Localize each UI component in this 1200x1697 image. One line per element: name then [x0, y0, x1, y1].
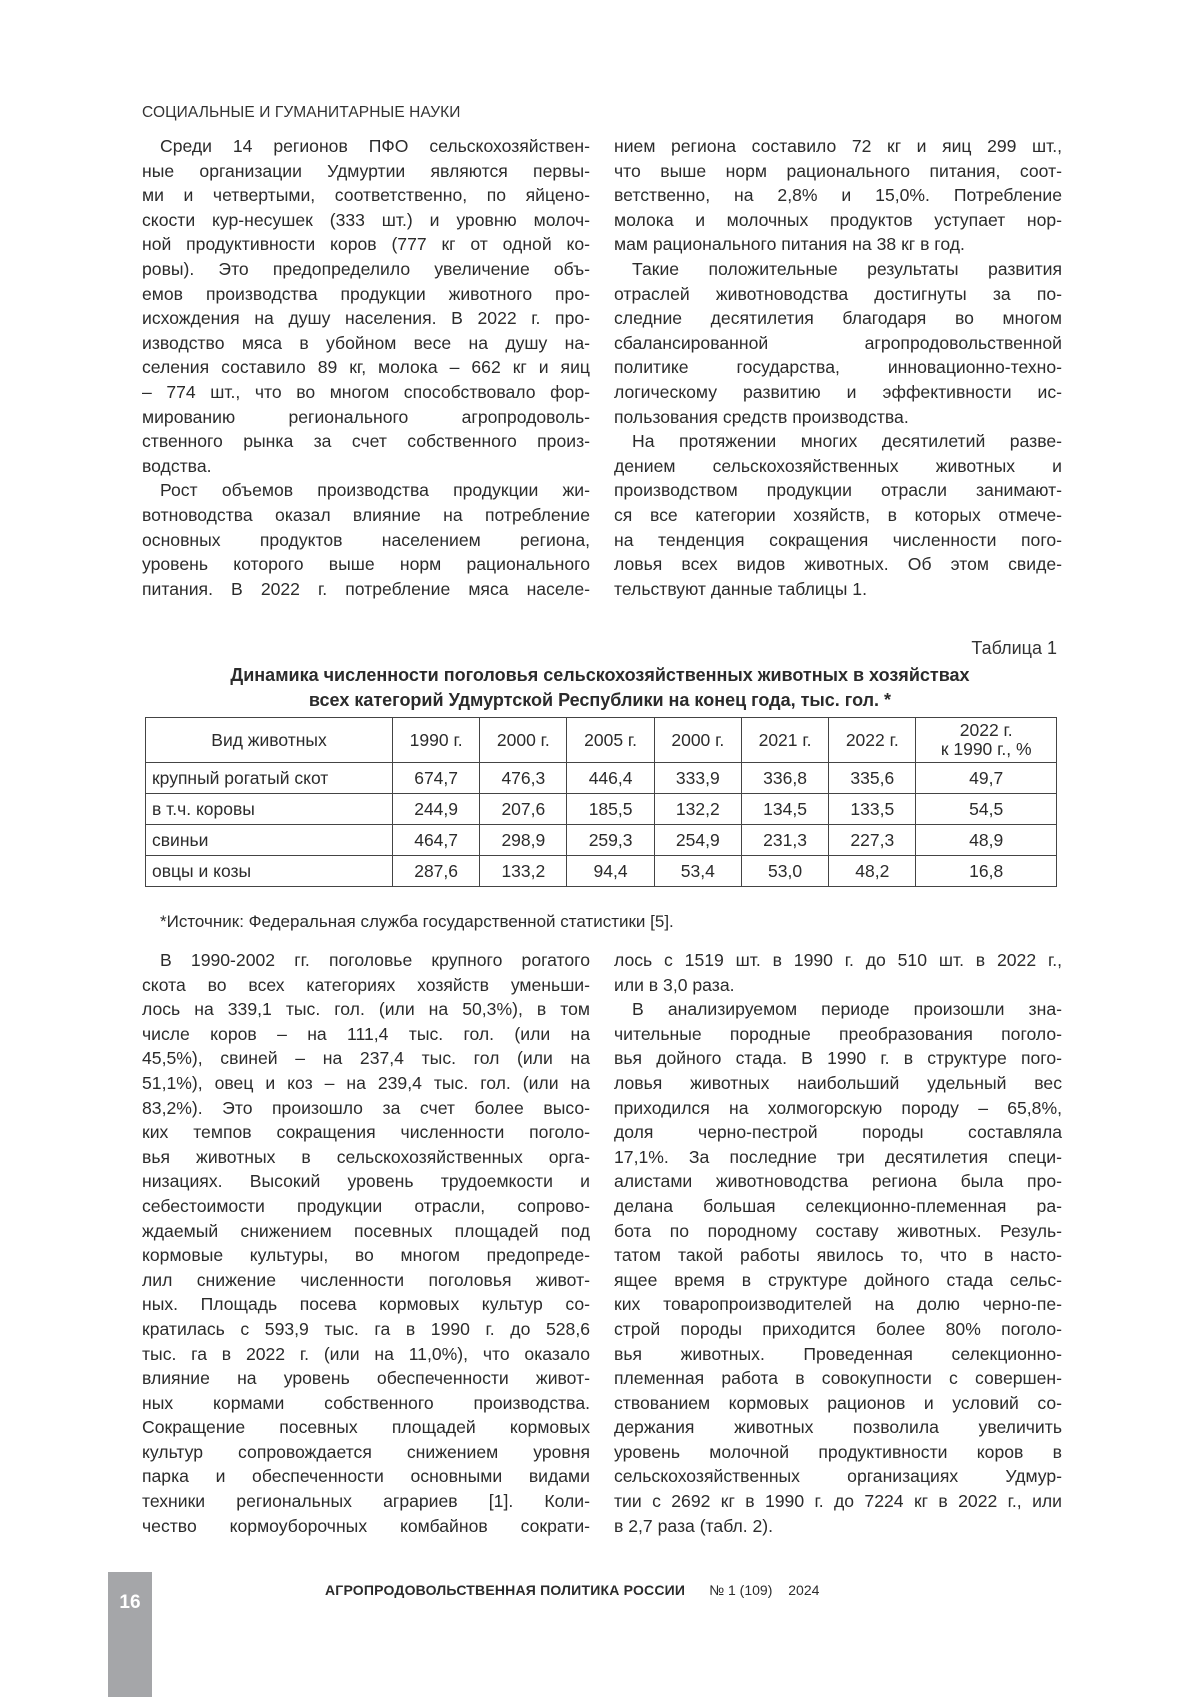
- value-cell: 133,5: [829, 794, 916, 825]
- page-number: 16: [119, 1592, 141, 1613]
- value-cell: 674,7: [393, 763, 480, 794]
- text-line: ми и четвертыми, соответственно, по яйцено-: [142, 185, 590, 206]
- text-line: ровы). Это предопределило увеличение объ-: [142, 258, 590, 279]
- text-line: что выше норм рационального питания, соот-: [614, 160, 1062, 181]
- column-header-2000: 2000 г.: [480, 718, 567, 763]
- value-cell: 244,9: [393, 794, 480, 825]
- text-line: ящее время в структуре дойного стада сельс-: [614, 1269, 1062, 1290]
- text-line: уровень которого выше норм рационального: [142, 554, 590, 575]
- text-line: На протяжении многих десятилетий разве-: [632, 431, 1062, 452]
- text-line: кормовые культуры, во многом предопреде-: [142, 1245, 590, 1266]
- paragraph: [142, 948, 590, 1538]
- text-line: производством продукции отрасли занимают-: [614, 480, 1062, 501]
- text-line: чество кормоуборочных комбайнов сократи-: [142, 1515, 590, 1536]
- value-cell: 231,3: [741, 825, 828, 856]
- text-line: вотноводства оказал влияние на потребление: [142, 504, 590, 525]
- value-cell: 132,2: [654, 794, 741, 825]
- value-cell: 53,4: [654, 856, 741, 887]
- text-line: Среди 14 регионов ПФО сельскохозяйствен-: [160, 136, 590, 156]
- text-line: лил снижение численности поголовья живот-: [142, 1269, 590, 1290]
- value-cell: 94,4: [567, 856, 654, 887]
- text-line: пользования средств производства.: [614, 406, 909, 427]
- text-line: скости кур-несушек (333 шт.) и уровню молоч-: [142, 209, 590, 230]
- text-line: ся все категории хозяйств, в которых отмече-: [614, 504, 1062, 525]
- text-line: изводство мяса в убойном весе на душу на-: [142, 332, 590, 353]
- text-line: ловья всех видов животных. Об этом свиде-: [614, 554, 1062, 575]
- value-cell: 185,5: [567, 794, 654, 825]
- text-line: скота во всех категориях хозяйств уменьши-: [142, 974, 590, 995]
- text-line: ствованием кормовых рационов и условий со-: [614, 1392, 1062, 1413]
- text-line: тии с 2692 кг в 1990 г. до 7224 кг в 2022 г., или: [614, 1491, 1062, 1512]
- issue-number: № 1 (109): [709, 1582, 773, 1598]
- text-line: держания животных позволила увеличить: [614, 1417, 1062, 1438]
- text-line: тельствуют данные таблицы 1.: [614, 578, 867, 599]
- value-cell: 335,6: [829, 763, 916, 794]
- text-line: сбалансированной агропродовольственной: [614, 332, 1062, 353]
- text-line: парка и обеспеченности основными видами: [142, 1466, 590, 1487]
- text-line: кратилась с 593,9 тыс. га в 1990 г. до 528,6: [142, 1318, 590, 1339]
- text-line: ких товаропроизводителей на долю черно-пе-: [614, 1294, 1062, 1315]
- text-line: ных. Площадь посева кормовых культур со-: [142, 1294, 590, 1315]
- value-cell: 464,7: [393, 825, 480, 856]
- value-cell: 287,6: [393, 856, 480, 887]
- text-line: себестоимости продукции отрасли, сопрово-: [142, 1195, 590, 1216]
- paragraph: [142, 134, 590, 478]
- text-line: чительные породные преобразования поголо-: [614, 1023, 1062, 1044]
- value-cell: 207,6: [480, 794, 567, 825]
- text-line: 17,1%. За последние три десятилетия специ-: [614, 1146, 1062, 1167]
- text-line: мам рационального питания на 38 кг в год.: [614, 234, 965, 255]
- text-column-top-right: [614, 134, 1062, 601]
- text-line: ственного рынка за счет собственного произ-: [142, 431, 590, 452]
- text-line: основных продуктов населением региона,: [142, 529, 590, 550]
- text-line: нием региона составило 72 кг и яиц 299 шт.,: [614, 136, 1062, 156]
- text-line: ные организации Удмуртии являются первы-: [142, 160, 590, 181]
- text-line: политике государства, инновационно-техно-: [614, 357, 1062, 378]
- table-row: [146, 825, 1057, 856]
- text-line: емов производства продукции животного про-: [142, 283, 590, 304]
- column-header-ratio: [916, 718, 1057, 763]
- text-column-bottom-right: [614, 948, 1062, 1538]
- text-line: доля черно-пестрой породы составляла: [614, 1122, 1062, 1143]
- text-line: сельскохозяйственных организациях Удмур-: [614, 1466, 1062, 1487]
- paragraph: [614, 997, 1062, 1538]
- text-line: тыс. га в 2022 г. (или на 11,0%), что оказало: [142, 1343, 590, 1364]
- animal-type-cell: в т.ч. коровы: [146, 794, 393, 825]
- text-line: исхождения на душу населения. В 2022 г. про-: [142, 308, 590, 329]
- text-line: влияние на уровень обеспеченности живот-: [142, 1368, 590, 1389]
- text-line: Рост объемов производства продукции жи-: [160, 480, 590, 501]
- text-line: лось на 339,1 тыс. гол. (или на 50,3%), в том: [142, 999, 590, 1020]
- ratio-header-line-2: к 1990 г., %: [940, 739, 1032, 759]
- livestock-table: [145, 717, 1057, 887]
- value-cell: 446,4: [567, 763, 654, 794]
- value-cell: 49,7: [916, 763, 1057, 794]
- paragraph: [614, 429, 1062, 601]
- table-title-line-2: всех категорий Удмуртской Республики на конец года, тыс. гол. *: [308, 690, 892, 710]
- text-line: приходился на холмогорскую породу – 65,8%,: [614, 1097, 1062, 1118]
- text-line: техники региональных аграриев [1]. Коли-: [142, 1491, 590, 1512]
- value-cell: 133,2: [480, 856, 567, 887]
- text-line: логическому развитию и эффективности ис-: [614, 381, 1062, 402]
- text-line: дением сельскохозяйственных животных и: [614, 455, 1062, 476]
- value-cell: 54,5: [916, 794, 1057, 825]
- animal-type-cell: овцы и козы: [146, 856, 393, 887]
- text-line: ждаемый снижением посевных площадей под: [142, 1220, 590, 1241]
- text-line: вья животных. Проведенная селекционно-: [614, 1343, 1062, 1364]
- text-line: на тенденция сокращения численности пого-: [614, 529, 1062, 550]
- text-line: лось с 1519 шт. в 1990 г. до 510 шт. в 2022 г.,: [614, 950, 1062, 970]
- text-line: 83,2%). Это произошло за счет более высо-: [142, 1097, 590, 1118]
- text-line: бота по породному составу животных. Резуль-: [614, 1220, 1062, 1241]
- paragraph: [142, 478, 590, 601]
- text-line: строй породы приходится более 80% поголо-: [614, 1318, 1062, 1339]
- text-line: уровень молочной продуктивности коров в: [614, 1441, 1062, 1462]
- text-column-top-left: [142, 134, 590, 601]
- text-line: следние десятилетия благодаря во многом: [614, 308, 1062, 329]
- value-cell: 259,3: [567, 825, 654, 856]
- text-line: молока и молочных продуктов уступает нор-: [614, 209, 1062, 230]
- page-side-tab: [108, 1572, 152, 1697]
- text-line: племенная работа в совокупности с совершен-: [614, 1368, 1062, 1389]
- journal-name: АГРОПРОДОВОЛЬСТВЕННАЯ ПОЛИТИКА РОССИИ: [325, 1582, 686, 1598]
- value-cell: 476,3: [480, 763, 567, 794]
- value-cell: 16,8: [916, 856, 1057, 887]
- column-header-2005: 2005 г.: [567, 718, 654, 763]
- value-cell: 53,0: [741, 856, 828, 887]
- animal-type-cell: крупный рогатый скот: [146, 763, 393, 794]
- text-line: культур сопровождается снижением уровня: [142, 1441, 590, 1462]
- text-line: Такие положительные результаты развития: [632, 258, 1062, 279]
- text-line: низациях. Высокий уровень трудоемкости и: [142, 1171, 590, 1192]
- text-column-bottom-left: [142, 948, 590, 1538]
- issue-year: 2024: [788, 1582, 820, 1598]
- text-line: отраслей животноводства достигнуты за по-: [614, 283, 1062, 304]
- table-row: [146, 794, 1057, 825]
- section-header: СОЦИАЛЬНЫЕ И ГУМАНИТАРНЫЕ НАУКИ: [142, 104, 461, 121]
- table-label: Таблица 1: [971, 638, 1057, 658]
- text-line: в 2,7 раза (табл. 2).: [614, 1515, 774, 1536]
- text-line: или в 3,0 раза.: [614, 974, 735, 995]
- text-line: питания. В 2022 г. потребление мяса населе-: [142, 578, 590, 599]
- text-line: татом такой работы явилось то, что в насто-: [614, 1245, 1062, 1266]
- text-line: числе коров – на 111,4 тыс. гол. (или на: [142, 1023, 590, 1044]
- text-line: ловья животных наибольший удельный вес: [614, 1072, 1062, 1093]
- animal-type-cell: свиньи: [146, 825, 393, 856]
- column-header-animal-type: Вид животных: [146, 718, 393, 763]
- text-line: ной продуктивности коров (777 кг от одной ко-: [142, 234, 590, 255]
- value-cell: 254,9: [654, 825, 741, 856]
- value-cell: 336,8: [741, 763, 828, 794]
- table-row: [146, 856, 1057, 887]
- table-row: [146, 763, 1057, 794]
- value-cell: 48,9: [916, 825, 1057, 856]
- value-cell: 298,9: [480, 825, 567, 856]
- table-title-line-1: Динамика численности поголовья сельскохозяйственных животных в хозяйствах: [230, 665, 970, 685]
- text-line: мированию регионального агропродоволь-: [142, 406, 590, 427]
- text-line: ких темпов сокращения численности поголо-: [142, 1122, 590, 1143]
- value-cell: 48,2: [829, 856, 916, 887]
- column-header-1990: 1990 г.: [393, 718, 480, 763]
- column-header-2022: 2022 г.: [829, 718, 916, 763]
- text-line: вья животных в сельскохозяйственных орга-: [142, 1146, 590, 1167]
- text-line: вья дойного стада. В 1990 г. в структуре пого-: [614, 1048, 1062, 1069]
- footer: [325, 1582, 819, 1598]
- text-line: В 1990-2002 гг. поголовье крупного рогатого: [160, 950, 590, 970]
- value-cell: 227,3: [829, 825, 916, 856]
- table-source-note: *Источник: Федеральная служба государственной статистики [5].: [160, 912, 674, 931]
- text-line: ветственно, на 2,8% и 15,0%. Потребление: [614, 185, 1062, 206]
- text-line: ных кормами собственного производства.: [142, 1392, 590, 1413]
- paragraph: [614, 257, 1062, 429]
- paragraph: [614, 948, 1062, 997]
- text-line: – 774 шт., что во многом способствовало фор-: [142, 381, 590, 402]
- table-header-row: [146, 718, 1057, 763]
- text-line: алистами животноводства региона была про-: [614, 1171, 1062, 1192]
- value-cell: 134,5: [741, 794, 828, 825]
- text-line: Сокращение посевных площадей кормовых: [142, 1417, 590, 1438]
- text-line: 51,1%), овец и коз – на 239,4 тыс. гол. (или на: [142, 1072, 590, 1093]
- text-line: водства.: [142, 455, 212, 476]
- ratio-header-line-1: 2022 г.: [959, 720, 1013, 740]
- paragraph: [614, 134, 1062, 257]
- column-header-2000-b: 2000 г.: [654, 718, 741, 763]
- text-line: селения составило 89 кг, молока – 662 кг и яиц: [142, 357, 590, 378]
- column-header-2021: 2021 г.: [741, 718, 828, 763]
- text-line: В анализируемом периоде произошли зна-: [632, 999, 1062, 1020]
- text-line: 45,5%), свиней – на 237,4 тыс. гол (или на: [142, 1048, 590, 1069]
- table-title: [142, 663, 1058, 713]
- value-cell: 333,9: [654, 763, 741, 794]
- text-line: делана большая селекционно-племенная ра-: [614, 1195, 1062, 1216]
